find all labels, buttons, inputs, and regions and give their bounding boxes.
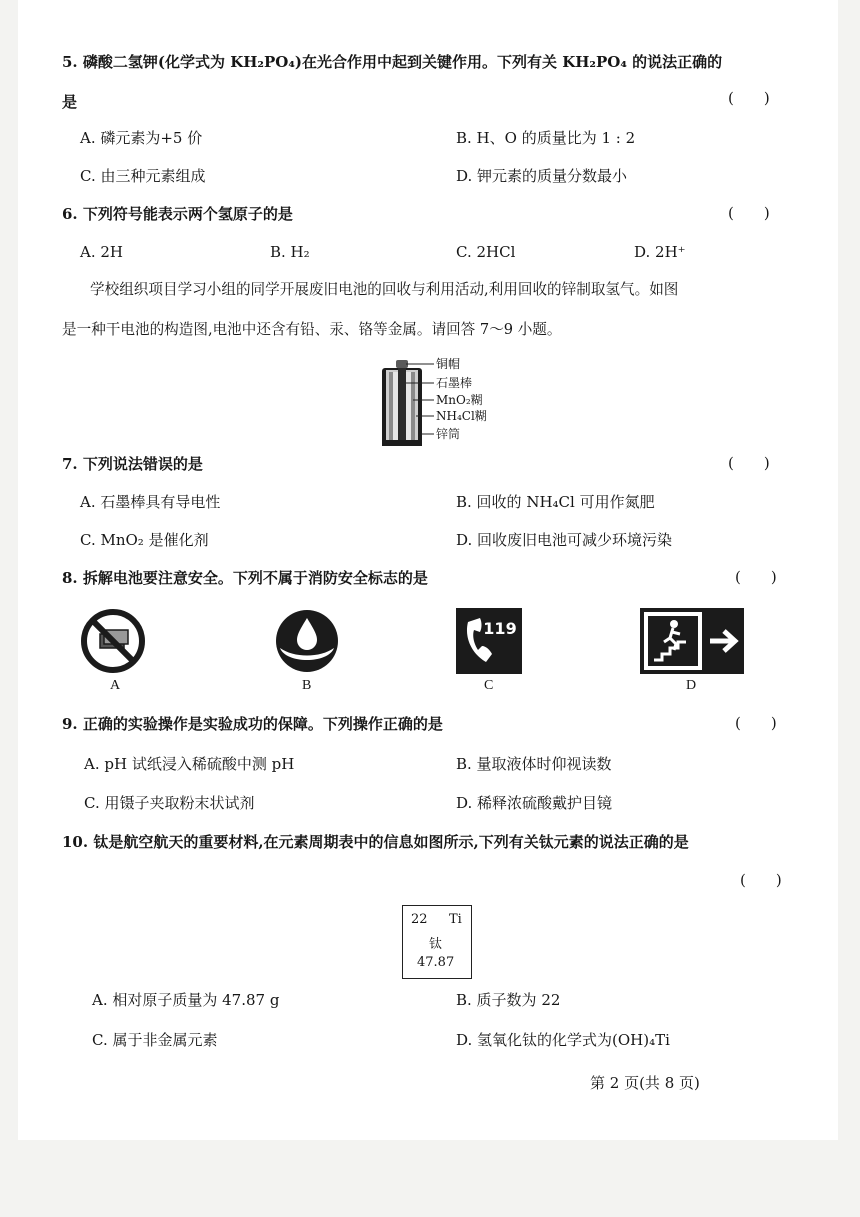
q6-option-c: C. 2HCl [456,243,516,261]
q9-option-b: B. 量取液体时仰视读数 [456,755,612,773]
q6-stem: 6. 下列符号能表示两个氢原子的是 [62,205,293,223]
q6-option-d: D. 2H⁺ [634,243,686,261]
q6-option-b: B. H₂ [270,243,310,261]
q7-option-a: A. 石墨棒具有导电性 [80,493,221,511]
q6-answer-paren: ( ) [728,204,770,222]
intro-line1: 学校组织项目学习小组的同学开展废旧电池的回收与利用活动,利用回收的锌制取氢气。如图 [90,281,679,298]
sign-c-label: C [484,678,494,693]
q9-answer-paren: ( ) [735,714,777,732]
sign-a-no-matches-icon [80,608,146,674]
dry-cell-battery-diagram [376,358,436,448]
sign-b-label: B [302,678,312,693]
q10-option-b: B. 质子数为 22 [456,991,561,1009]
battery-label-zinc-can: 锌筒 [436,427,461,441]
element-atomic-mass: 47.87 [417,955,455,970]
q9-option-c: C. 用镊子夹取粉末状试剂 [84,794,255,812]
intro-line2: 是一种干电池的构造图,电池中还含有铅、汞、铬等金属。请回答 7～9 小题。 [62,321,562,338]
q7-option-b: B. 回收的 NH₄Cl 可用作氮肥 [456,493,655,511]
element-name: 钛 [429,937,443,952]
q10-option-d: D. 氢氧化钛的化学式为(OH)₄Ti [456,1031,670,1049]
q7-stem: 7. 下列说法错误的是 [62,455,203,473]
q10-option-c: C. 属于非金属元素 [92,1031,218,1049]
q5-answer-paren: ( ) [728,89,770,107]
battery-label-mno2-paste: MnO₂糊 [436,393,483,407]
element-atomic-number: 22 [411,912,428,927]
sign-d-emergency-exit-icon [640,608,744,674]
q5-stem-line1: 5. 磷酸二氢钾(化学式为 KH₂PO₄)在光合作用中起到关键作用。下列有关 KH₂PO₄ 的说法正确的 [62,53,723,71]
q9-option-d: D. 稀释浓硫酸戴护目镜 [456,794,613,812]
q5-stem-line2: 是 [62,93,78,111]
sign-b-water-saving-icon [274,608,340,674]
q6-option-a: A. 2H [80,243,123,261]
sign-c-fire-phone-icon [456,608,522,674]
q5-option-a: A. 磷元素为+5 价 [80,129,203,147]
q5-option-c: C. 由三种元素组成 [80,167,206,185]
sign-d-label: D [686,678,697,693]
battery-label-copper-cap: 铜帽 [436,357,461,371]
q8-answer-paren: ( ) [735,568,777,586]
q9-stem: 9. 正确的实验操作是实验成功的保障。下列操作正确的是 [62,715,443,733]
q7-option-c: C. MnO₂ 是催化剂 [80,531,209,549]
q8-stem: 8. 拆解电池要注意安全。下列不属于消防安全标志的是 [62,569,428,587]
q10-option-a: A. 相对原子质量为 47.87 g [92,991,280,1009]
sign-a-label: A [110,678,121,693]
q7-answer-paren: ( ) [728,454,770,472]
element-symbol: Ti [449,912,462,927]
q10-stem: 10. 钛是航空航天的重要材料,在元素周期表中的信息如图所示,下列有关钛元素的说法正确的是 [62,833,689,851]
sign-c-number: 119 [483,619,517,638]
battery-label-nh4cl-paste: NH₄Cl糊 [436,409,487,423]
q7-option-d: D. 回收废旧电池可减少环境污染 [456,531,673,549]
periodic-table-cell-titanium [402,905,472,979]
page-number-footer: 第 2 页(共 8 页) [590,1074,700,1092]
q5-option-d: D. 钾元素的质量分数最小 [456,167,628,185]
battery-label-graphite-rod: 石墨棒 [436,376,473,390]
q9-option-a: A. pH 试纸浸入稀硫酸中测 pH [84,755,295,773]
q10-answer-paren: ( ) [740,871,782,889]
q5-option-b: B. H、O 的质量比为 1 : 2 [456,129,636,147]
